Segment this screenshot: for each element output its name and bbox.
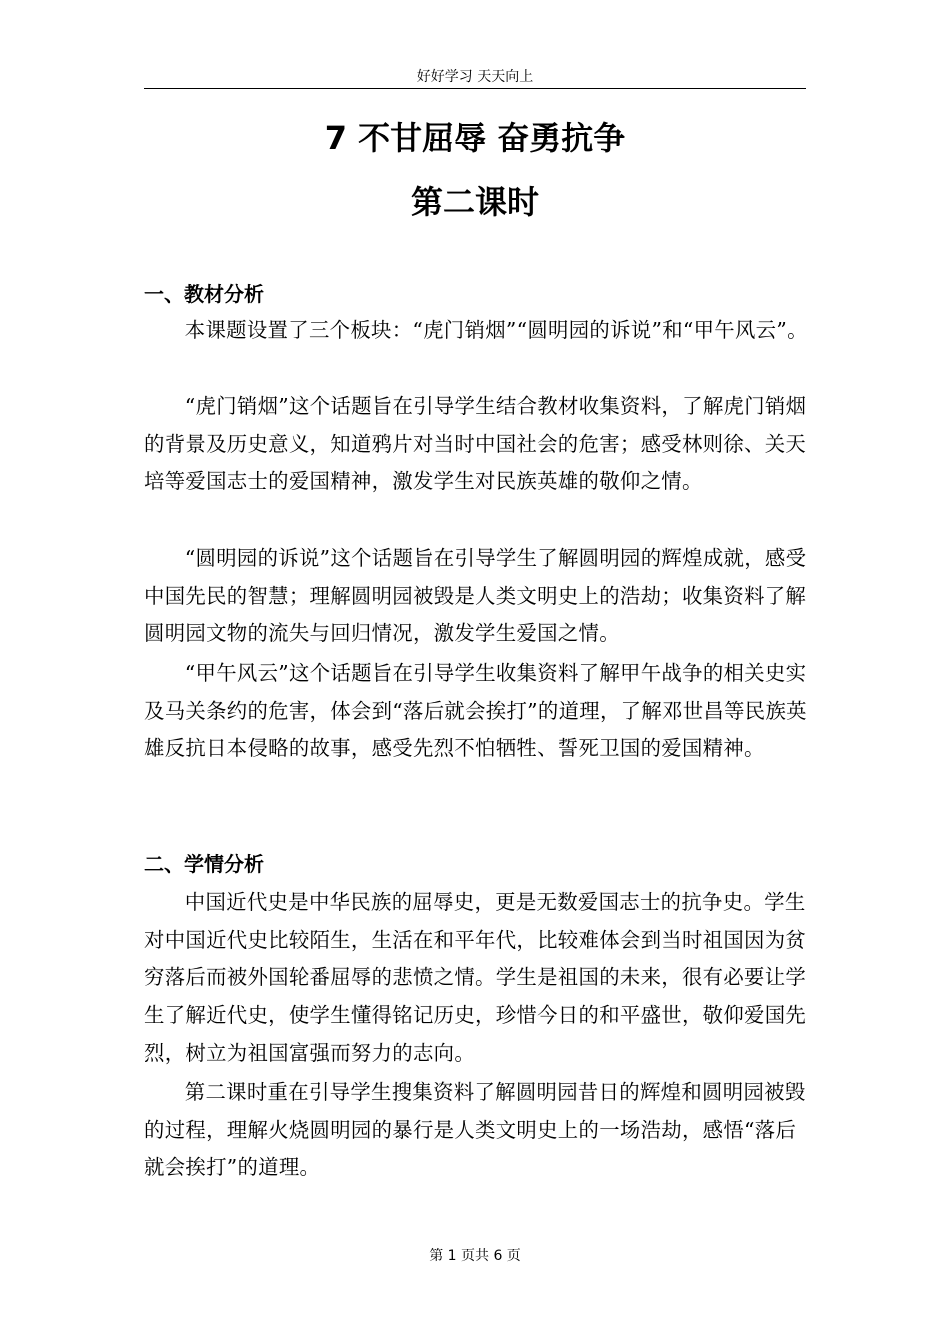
paragraph: “虎门销烟”这个话题旨在引导学生结合教材收集资料，了解虎门销烟的背景及历史意义，知道鸦片对当时中国社会的危害；感受林则徐、关天培等爱国志士的爱国精神，激发学生对民族英雄的敬仰之情。 (144, 394, 807, 494)
document-subtitle: 第二课时 (410, 183, 539, 221)
section-heading-student-analysis: 二、学情分析 (144, 852, 264, 876)
paragraph: “圆明园的诉说”这个话题旨在引导学生了解圆明园的辉煌成就，感受中国先民的智慧；理解圆明园被毁是人类文明史上的浩劫；收集资料了解圆明园文物的流失与回归情况，激发学生爱国之情。 (144, 546, 807, 646)
page-header: 好好学习 天天向上 (416, 69, 534, 85)
section-heading-textbook-analysis: 一、教材分析 (144, 282, 264, 306)
paragraph: 中国近代史是中华民族的屈辱史，更是无数爱国志士的抗争史。学生对中国近代史比较陌生，生活在和平年代，比较难体会到当时祖国因为贫穷落后而被外国轮番屈辱的悲愤之情。学生是祖国的未来，很有必要让学生了解近代史，使学生懂得铭记历史，珍惜今日的和平盛世，敬仰爱国先烈，树立为祖国富强而努力的志向。 (144, 890, 807, 1065)
page-footer: 第 1 页共 6 页 (429, 1248, 521, 1264)
paragraph: “甲午风云”这个话题旨在引导学生收集资料了解甲午战争的相关史实及马关条约的危害，体会到“落后就会挨打”的道理，了解邓世昌等民族英雄反抗日本侵略的故事，感受先烈不怕牺牲、誓死卫国的爱国精神。 (144, 661, 807, 761)
paragraph: 第二课时重在引导学生搜集资料了解圆明园昔日的辉煌和圆明园被毁的过程，理解火烧圆明园的暴行是人类文明史上的一场浩劫，感悟“落后就会挨打”的道理。 (144, 1080, 806, 1180)
document-title: 7 不甘屈辱 奋勇抗争 (324, 119, 626, 157)
paragraph: 本课题设置了三个板块：“虎门销烟”“圆明园的诉说”和“甲午风云”。 (184, 318, 808, 342)
header-divider (144, 88, 806, 89)
